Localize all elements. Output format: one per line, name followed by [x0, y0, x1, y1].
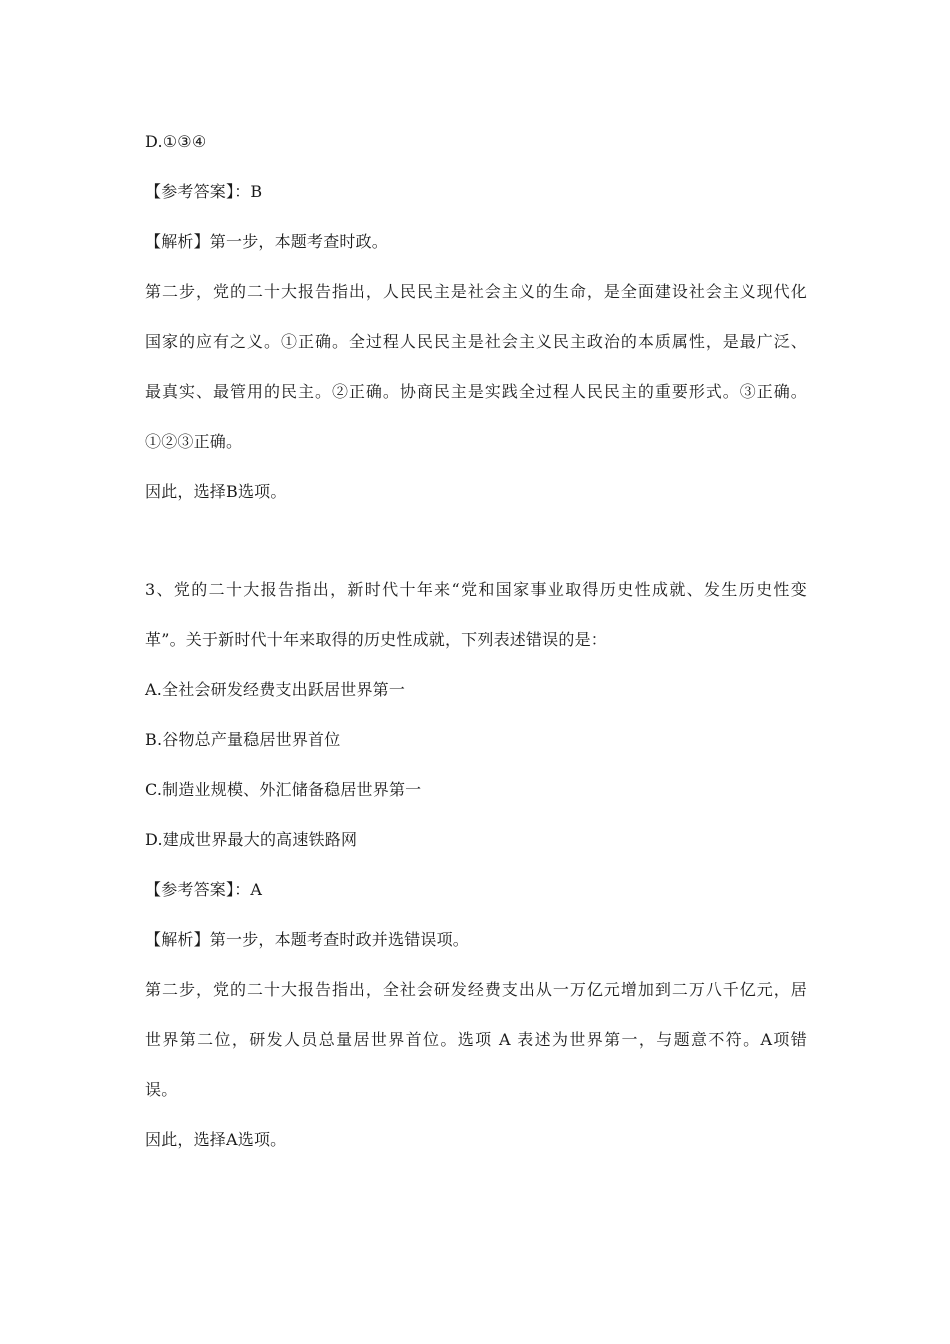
- q3-option-a: A.全社会研发经费支出跃居世界第一: [145, 680, 406, 699]
- q2-answer: 【参考答案】：B: [145, 182, 263, 201]
- q3-analysis-step1: 【解析】第一步，本题考查时政并选错误项。: [145, 930, 470, 949]
- q3-option-c: C.制造业规模、外汇储备稳居世界第一: [145, 780, 422, 799]
- q3-option-b: B.谷物总产量稳居世界首位: [145, 730, 341, 749]
- q2-analysis-line: 第二步，党的二十大报告指出，人民民主是社会主义的生命，是全面建设社会主义现代化: [145, 282, 807, 301]
- q3-analysis-line: 世界第二位，研发人员总量居世界首位。选项 A 表述为世界第一，与题意不符。A项错: [145, 1030, 807, 1049]
- q2-analysis-step1: 【解析】第一步，本题考查时政。: [145, 232, 389, 251]
- q3-stem-line: 3、党的二十大报告指出，新时代十年来“党和国家事业取得历史性成就、发生历史性变: [145, 580, 807, 599]
- q3-analysis-line: 第二步，党的二十大报告指出，全社会研发经费支出从一万亿元增加到二万八千亿元，居: [145, 980, 807, 999]
- q2-analysis-line: ①②③正确。: [145, 432, 243, 451]
- q3-stem-line: 革”。关于新时代十年来取得的历史性成就，下列表述错误的是：: [145, 630, 607, 649]
- q2-option-d: D.①③④: [145, 132, 207, 151]
- q2-conclusion: 因此，选择B选项。: [145, 482, 287, 501]
- q2-analysis-line: 最真实、最管用的民主。②正确。协商民主是实践全过程人民民主的重要形式。③正确。: [145, 382, 807, 401]
- q3-answer: 【参考答案】：A: [145, 880, 263, 899]
- q3-analysis-line: 误。: [145, 1080, 178, 1099]
- q3-conclusion: 因此，选择A选项。: [145, 1130, 287, 1149]
- q2-analysis-line: 国家的应有之义。①正确。全过程人民民主是社会主义民主政治的本质属性，是最广泛、: [145, 332, 807, 351]
- q3-option-d: D.建成世界最大的高速铁路网: [145, 830, 358, 849]
